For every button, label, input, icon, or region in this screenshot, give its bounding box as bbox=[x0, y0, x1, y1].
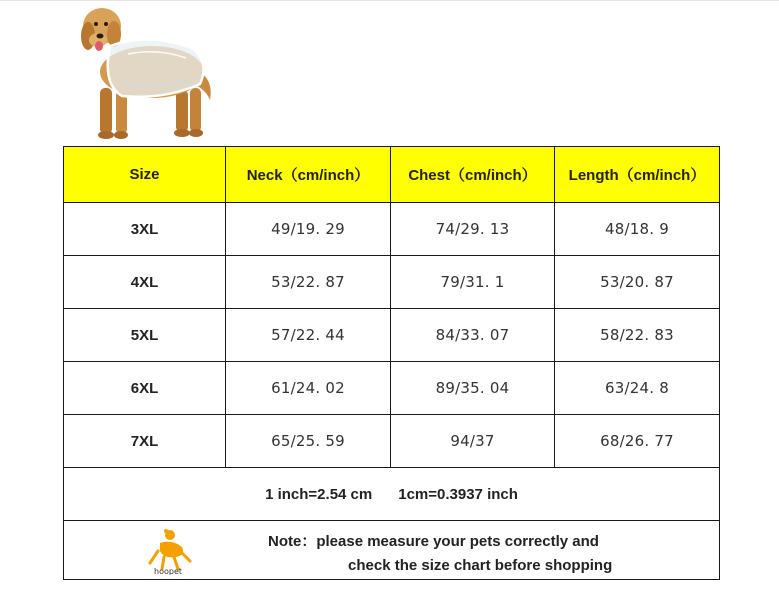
header-size: Size bbox=[64, 147, 226, 203]
table-row bbox=[64, 415, 720, 468]
header-chest: Chest（cm/inch） bbox=[391, 147, 555, 203]
dog-raincoat-photo bbox=[68, 4, 218, 144]
inch-to-cm-text: 1 inch=2.54 cm bbox=[265, 485, 373, 503]
chest-cell: 79/31. 1 bbox=[391, 256, 555, 309]
neck-cell: 57/22. 44 bbox=[226, 309, 391, 362]
note-line-2: check the size chart before shopping bbox=[348, 557, 613, 574]
chest-cell: 94/37 bbox=[391, 415, 555, 468]
length-cell: 48/18. 9 bbox=[555, 203, 720, 256]
length-cell: 53/20. 87 bbox=[555, 256, 720, 309]
chest-cell: 89/35. 04 bbox=[391, 362, 555, 415]
chest-cell: 74/29. 13 bbox=[391, 203, 555, 256]
size-cell: 4XL bbox=[64, 256, 226, 309]
neck-cell: 61/24. 02 bbox=[226, 362, 391, 415]
size-cell: 7XL bbox=[64, 415, 226, 468]
size-chart-table bbox=[63, 146, 720, 580]
header-row bbox=[64, 147, 720, 203]
length-cell: 68/26. 77 bbox=[555, 415, 720, 468]
size-cell: 5XL bbox=[64, 309, 226, 362]
size-cell: 6XL bbox=[64, 362, 226, 415]
chest-cell: 84/33. 07 bbox=[391, 309, 555, 362]
logo-wordmark: hoopet bbox=[154, 567, 182, 575]
top-divider bbox=[0, 0, 779, 1]
table-row bbox=[64, 362, 720, 415]
conversion-row bbox=[64, 468, 720, 521]
neck-cell: 49/19. 29 bbox=[226, 203, 391, 256]
table-row bbox=[64, 203, 720, 256]
neck-cell: 53/22. 87 bbox=[226, 256, 391, 309]
header-neck: Neck（cm/inch） bbox=[226, 147, 391, 203]
length-cell: 58/22. 83 bbox=[555, 309, 720, 362]
cm-to-inch-text: 1cm=0.3937 inch bbox=[398, 485, 518, 503]
hoopet-logo bbox=[142, 527, 194, 575]
neck-cell: 65/25. 59 bbox=[226, 415, 391, 468]
note-cell bbox=[64, 521, 720, 580]
conversion-cell bbox=[64, 468, 720, 521]
note-line-1: Note：please measure your pets correctly and bbox=[268, 533, 599, 550]
size-cell: 3XL bbox=[64, 203, 226, 256]
note-row bbox=[64, 521, 720, 580]
table-row bbox=[64, 309, 720, 362]
header-length: Length（cm/inch） bbox=[555, 147, 720, 203]
length-cell: 63/24. 8 bbox=[555, 362, 720, 415]
table-row bbox=[64, 256, 720, 309]
